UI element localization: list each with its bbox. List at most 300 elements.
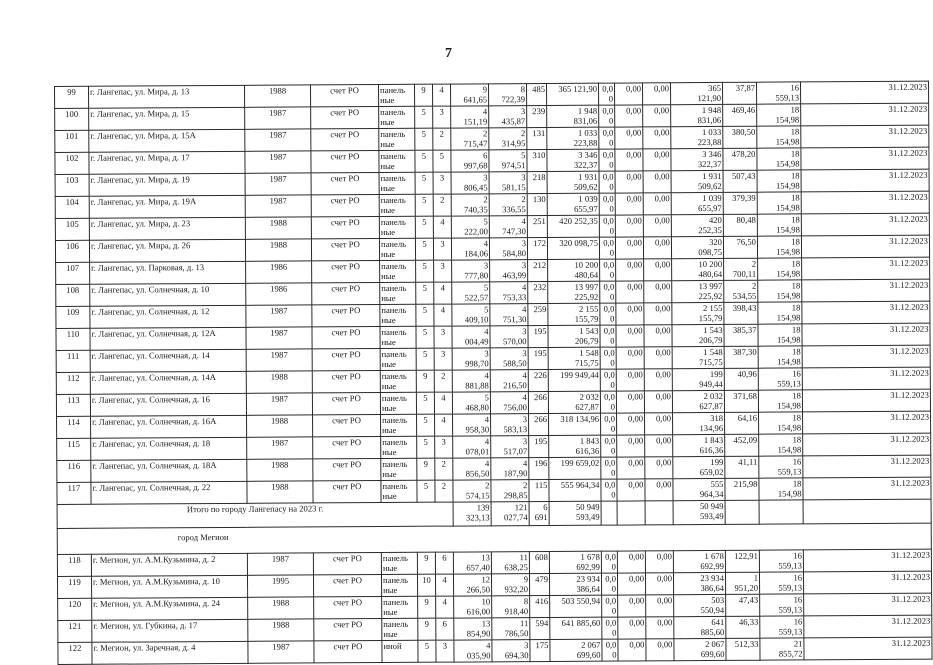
row-wall-material: панель ные — [380, 348, 416, 370]
row-living-area: 3 583,13 — [491, 414, 529, 436]
row-zero-col: 0,0 0 — [600, 391, 616, 413]
row-max-cost: 16 559,13 — [759, 550, 803, 572]
row-cost: 1 033 223,88 — [547, 127, 599, 149]
row-cost-ro: 199 949,44 — [672, 368, 724, 390]
row-year: 1988 — [245, 217, 311, 239]
row-residents: 608 — [529, 551, 549, 573]
row-total-area: 5 222,00 — [451, 216, 489, 238]
row-entrances: 4 — [436, 596, 454, 618]
row-floors: 5 — [415, 128, 433, 150]
row-number: 100 — [55, 108, 89, 130]
row-residents: 196 — [529, 457, 549, 479]
row-date: 31.12.2023 — [801, 191, 929, 214]
row-residents: 195 — [529, 435, 549, 457]
row-floors: 5 — [415, 216, 433, 238]
row-entrances: 3 — [433, 238, 451, 260]
row-cost-a: 0,00 — [615, 127, 643, 149]
row-cost: 503 550,94 — [550, 595, 602, 617]
row-entrances: 2 — [433, 194, 451, 216]
row-address: г. Лангепас, ул. Солнечная, д. 16 — [90, 393, 246, 416]
row-year: 1987 — [245, 173, 311, 195]
row-year: 1986 — [246, 283, 312, 305]
row-wall-material: панель ные — [380, 304, 416, 326]
row-cost-ro: 1 948 831,06 — [671, 104, 723, 126]
row-cost-ro: 2 067 699,60 — [674, 638, 726, 660]
row-cost-b: 0,00 — [643, 149, 671, 171]
row-zero-col: 0,0 0 — [599, 127, 615, 149]
row-wall-material: панель ные — [381, 552, 417, 574]
row-unit-cost: 37,87 — [722, 82, 756, 104]
row-date: 31.12.2023 — [801, 125, 929, 148]
row-cost-b: 0,00 — [645, 435, 673, 457]
row-floors: 5 — [418, 640, 436, 662]
row-unit-cost: 478,20 — [723, 148, 757, 170]
row-cost-a: 0,00 — [616, 369, 644, 391]
table-body-langepas — [55, 81, 932, 504]
row-wall-material: панель ные — [381, 458, 417, 480]
row-unit-cost: 122,91 — [725, 550, 759, 572]
row-unit-cost: 379,39 — [723, 192, 757, 214]
row-cost-ro: 10 200 480,64 — [672, 258, 724, 280]
row-living-area: 3 581,15 — [489, 172, 527, 194]
row-entrances: 2 — [434, 370, 452, 392]
row-max-cost: 18 154,98 — [757, 126, 801, 148]
row-residents: 175 — [530, 639, 550, 661]
row-entrances: 6 — [436, 618, 454, 640]
row-cost: 1 678 692,99 — [549, 551, 601, 573]
row-fund: счет РО — [311, 239, 379, 261]
row-living-area: 3 570,00 — [490, 326, 528, 348]
row-number: 102 — [55, 152, 89, 174]
row-entrances: 4 — [433, 216, 451, 238]
row-fund: счет РО — [313, 481, 381, 503]
row-fund: счет РО — [311, 195, 379, 217]
row-entrances: 6 — [435, 552, 453, 574]
row-fund: счет РО — [313, 575, 381, 597]
row-date: 31.12.2023 — [804, 637, 932, 660]
row-residents: 172 — [527, 237, 547, 259]
row-max-cost: 18 154,98 — [757, 214, 801, 236]
row-wall-material: панель ные — [379, 128, 415, 150]
row-cost-a: 0,00 — [615, 105, 643, 127]
row-floors: 5 — [416, 392, 434, 414]
row-residents: 131 — [527, 127, 547, 149]
row-address: г. Мегион, ул. А.М.Кузьмина, д. 10 — [91, 575, 247, 598]
row-unit-cost: 387,30 — [724, 346, 758, 368]
row-max-cost: 18 154,98 — [759, 412, 803, 434]
row-zero-col: 0,0 0 — [601, 435, 617, 457]
row-number: 109 — [56, 306, 90, 328]
row-cost-ro: 13 997 225,92 — [672, 280, 724, 302]
row-cost-b: 0,00 — [643, 215, 671, 237]
row-year: 1987 — [246, 349, 312, 371]
row-cost-ro: 365 121,90 — [670, 82, 722, 104]
row-residents: 594 — [530, 617, 550, 639]
row-cost-b: 0,00 — [646, 617, 674, 639]
row-fund: счет РО — [313, 459, 381, 481]
row-max-cost: 18 154,98 — [757, 148, 801, 170]
row-floors: 10 — [417, 574, 435, 596]
row-living-area: 11 638,25 — [491, 552, 529, 574]
row-year: 1987 — [246, 327, 312, 349]
row-cost: 555 964,34 — [549, 479, 601, 501]
row-entrances: 4 — [434, 304, 452, 326]
row-address: г. Лангепас, ул. Солнечная, д. 22 — [91, 481, 247, 504]
row-living-area: 2 336,55 — [489, 194, 527, 216]
row-unit-cost: 215,98 — [725, 478, 759, 500]
row-entrances: 3 — [433, 106, 451, 128]
row-total-area: 6 997,68 — [451, 150, 489, 172]
row-fund: счет РО — [311, 129, 379, 151]
row-date: 31.12.2023 — [804, 615, 932, 638]
row-cost-b: 0,00 — [643, 127, 671, 149]
row-wall-material: панель ные — [380, 260, 416, 282]
row-living-area: 3 517,07 — [491, 436, 529, 458]
row-year: 1988 — [248, 597, 314, 619]
row-date: 31.12.2023 — [802, 345, 930, 368]
row-cost: 1 543 206,79 — [548, 325, 600, 347]
row-number: 113 — [56, 394, 90, 416]
row-year: 1987 — [245, 107, 311, 129]
row-unit-cost: 41,11 — [725, 456, 759, 478]
row-unit-cost: 47,43 — [726, 594, 760, 616]
total-residents: 6 691 — [529, 501, 549, 525]
row-living-area: 4 753,33 — [490, 282, 528, 304]
row-fund: счет РО — [312, 261, 380, 283]
row-entrances: 2 — [433, 128, 451, 150]
row-number: 106 — [55, 240, 89, 262]
row-date: 31.12.2023 — [804, 593, 932, 616]
row-unit-cost: 371,68 — [724, 390, 758, 412]
row-living-area: 8 722,39 — [488, 84, 526, 106]
row-unit-cost: 398,43 — [724, 302, 758, 324]
row-year: 1995 — [247, 575, 313, 597]
row-wall-material: панель ные — [379, 172, 415, 194]
row-year: 1987 — [246, 393, 312, 415]
row-cost: 320 098,75 — [547, 237, 599, 259]
row-wall-material: панель ные — [380, 282, 416, 304]
row-cost-a: 0,00 — [618, 617, 646, 639]
row-total-area: 10 616,00 — [454, 596, 492, 618]
row-number: 117 — [57, 482, 91, 504]
row-living-area: 4 747,30 — [489, 216, 527, 238]
row-wall-material: панель ные — [380, 370, 416, 392]
row-unit-cost: 76,50 — [723, 236, 757, 258]
row-cost-a: 0,00 — [617, 413, 645, 435]
row-max-cost: 18 154,98 — [758, 390, 802, 412]
row-fund: счет РО — [312, 349, 380, 371]
row-entrances: 3 — [434, 348, 452, 370]
row-residents: 218 — [527, 171, 547, 193]
row-wall-material: панель ные — [380, 392, 416, 414]
row-cost-b: 0,00 — [645, 551, 673, 573]
row-total-area: 5 522,57 — [452, 282, 490, 304]
row-max-cost: 16 559,13 — [759, 572, 803, 594]
row-residents: 195 — [528, 347, 548, 369]
row-address: г. Мегион, ул. Заречная, д. 4 — [92, 641, 248, 664]
row-date: 31.12.2023 — [801, 169, 929, 192]
row-number: 99 — [55, 86, 89, 108]
row-date: 31.12.2023 — [801, 147, 929, 170]
row-cost-ro: 1 678 692,99 — [673, 550, 725, 572]
row-cost-a: 0,00 — [616, 303, 644, 325]
row-date: 31.12.2023 — [803, 477, 931, 500]
row-cost-a: 0,00 — [616, 281, 644, 303]
row-total-area: 2 715,47 — [451, 128, 489, 150]
row-cost-ro: 420 252,35 — [671, 214, 723, 236]
row-fund: счет РО — [313, 415, 381, 437]
row-max-cost: 18 154,98 — [757, 236, 801, 258]
row-living-area: 4 187,90 — [491, 458, 529, 480]
row-wall-material: панель ные — [382, 618, 418, 640]
row-address: г. Лангепас, ул. Солнечная, д. 12 — [90, 305, 246, 328]
row-cost-a: 0,00 — [617, 479, 645, 501]
row-cost-a: 0,00 — [617, 551, 645, 573]
row-cost-b: 0,00 — [642, 83, 670, 105]
row-cost-ro: 1 033 223,88 — [671, 126, 723, 148]
row-year: 1988 — [247, 459, 313, 481]
row-zero-col: 0,0 0 — [599, 171, 615, 193]
row-zero-col: 0,0 0 — [602, 617, 618, 639]
row-floors: 5 — [416, 260, 434, 282]
row-total-area: 4 881,88 — [452, 370, 490, 392]
row-entrances: 4 — [434, 282, 452, 304]
row-fund: счет РО — [311, 173, 379, 195]
row-cost-b: 0,00 — [646, 639, 674, 661]
table-body-megion — [57, 549, 932, 664]
row-zero-col: 0,0 0 — [600, 281, 616, 303]
row-wall-material: панель ные — [379, 106, 415, 128]
row-cost-ro: 318 134,96 — [673, 412, 725, 434]
housing-table-frame — [54, 81, 931, 661]
row-wall-material: панель ные — [382, 596, 418, 618]
row-year: 1987 — [246, 305, 312, 327]
row-floors: 5 — [415, 150, 433, 172]
row-residents: 226 — [528, 369, 548, 391]
table-row — [58, 637, 932, 664]
row-cost-ro: 1 548 715,75 — [672, 346, 724, 368]
row-floors: 9 — [418, 618, 436, 640]
row-cost: 2 155 155,79 — [548, 303, 600, 325]
row-year: 1988 — [244, 85, 310, 107]
row-cost-a: 0,00 — [617, 435, 645, 457]
row-date: 31.12.2023 — [803, 549, 931, 572]
row-entrances: 3 — [434, 326, 452, 348]
total-label: Итого по городу Лангепасу на 2023 г. — [57, 502, 453, 528]
row-number: 122 — [58, 642, 92, 664]
row-unit-cost: 40,96 — [724, 368, 758, 390]
row-wall-material: панель ные — [379, 216, 415, 238]
row-zero-col: 0,0 0 — [599, 149, 615, 171]
row-max-cost: 18 154,98 — [759, 478, 803, 500]
row-year: 1987 — [245, 151, 311, 173]
row-address: г. Лангепас, ул. Солнечная, д. 16А — [91, 415, 247, 438]
row-max-cost: 18 154,98 — [758, 258, 802, 280]
row-cost: 199 659,02 — [549, 457, 601, 479]
row-cost-b: 0,00 — [644, 325, 672, 347]
row-address: г. Мегион, ул. Губкина, д. 17 — [92, 619, 248, 642]
row-total-area: 2 574,15 — [453, 480, 491, 502]
row-cost-b: 0,00 — [643, 237, 671, 259]
row-floors: 5 — [416, 326, 434, 348]
row-address: г. Лангепас, ул. Солнечная, д. 14 — [90, 349, 246, 372]
row-living-area: 4 751,30 — [490, 304, 528, 326]
row-living-area: 2 314,95 — [489, 128, 527, 150]
row-residents: 195 — [528, 325, 548, 347]
row-address: г. Лангепас, ул. Солнечная, д. 14А — [90, 371, 246, 394]
row-cost-ro: 23 934 386,64 — [673, 572, 725, 594]
row-wall-material: панель ные — [381, 414, 417, 436]
row-total-area: 4 184,06 — [451, 238, 489, 260]
row-year: 1987 — [248, 641, 314, 663]
row-cost-a: 0,00 — [614, 83, 642, 105]
row-living-area: 2 298,85 — [491, 480, 529, 502]
row-cost-a: 0,00 — [618, 639, 646, 661]
row-date: 31.12.2023 — [803, 455, 931, 478]
row-cost-a: 0,00 — [615, 171, 643, 193]
row-unit-cost: 64,16 — [725, 412, 759, 434]
row-zero-col: 0,0 0 — [600, 347, 616, 369]
row-fund: счет РО — [311, 107, 379, 129]
row-cost-ro: 2 155 155,79 — [672, 302, 724, 324]
row-year: 1988 — [247, 415, 313, 437]
row-date: 31.12.2023 — [802, 257, 930, 280]
row-cost-ro: 2 032 627,87 — [672, 390, 724, 412]
row-residents: 115 — [529, 479, 549, 501]
row-total-area: 4 958,30 — [453, 414, 491, 436]
row-fund: счет РО — [313, 553, 381, 575]
table-total-section — [57, 499, 931, 554]
row-cost-ro: 1 843 616,36 — [673, 434, 725, 456]
row-unit-cost: 385,37 — [724, 324, 758, 346]
row-zero-col: 0,0 0 — [600, 369, 616, 391]
row-cost: 1 039 655,97 — [547, 193, 599, 215]
row-year: 1988 — [248, 619, 314, 641]
row-address: г. Мегион, ул. А.М.Кузьмина, д. 2 — [91, 553, 247, 576]
row-total-area: 4 151,19 — [451, 106, 489, 128]
row-wall-material: панель ные — [381, 436, 417, 458]
row-year: 1987 — [247, 553, 313, 575]
row-year: 1987 — [247, 437, 313, 459]
row-wall-material: панель ные — [379, 150, 415, 172]
row-cost-ro: 1 931 509,62 — [671, 170, 723, 192]
row-number: 121 — [58, 620, 92, 642]
row-fund: счет РО — [314, 641, 382, 663]
row-date: 31.12.2023 — [803, 433, 931, 456]
row-wall-material: иной — [382, 640, 418, 662]
row-address: г. Лангепас, ул. Солнечная, д. 18А — [91, 459, 247, 482]
row-number: 114 — [57, 416, 91, 438]
row-floors: 9 — [417, 552, 435, 574]
row-year: 1987 — [245, 129, 311, 151]
row-cost-a: 0,00 — [616, 259, 644, 281]
row-residents: 266 — [529, 413, 549, 435]
row-wall-material: панель ные — [378, 84, 414, 106]
row-entrances: 5 — [433, 150, 451, 172]
row-address: г. Лангепас, ул. Мира, д. 15А — [89, 129, 245, 152]
row-entrances: 4 — [432, 84, 450, 106]
row-total-area: 4 078,01 — [453, 436, 491, 458]
row-cost-ro: 1 543 206,79 — [672, 324, 724, 346]
row-cost-a: 0,00 — [615, 193, 643, 215]
row-number: 101 — [55, 130, 89, 152]
row-number: 112 — [56, 372, 90, 394]
page-number: 7 — [445, 46, 452, 61]
row-fund: счет РО — [312, 393, 380, 415]
row-residents: 266 — [528, 391, 548, 413]
row-living-area: 11 786,50 — [492, 618, 530, 640]
row-total-area: 3 777,80 — [452, 260, 490, 282]
row-cost: 23 934 386,64 — [549, 573, 601, 595]
total-cost: 50 949 593,49 — [549, 501, 601, 525]
row-entrances: 3 — [435, 436, 453, 458]
row-date: 31.12.2023 — [801, 103, 929, 126]
row-floors: 9 — [414, 84, 432, 106]
row-max-cost: 16 559,13 — [758, 368, 802, 390]
row-floors: 5 — [416, 348, 434, 370]
row-residents: 239 — [527, 105, 547, 127]
row-cost-a: 0,00 — [617, 457, 645, 479]
row-zero-col: 0,0 0 — [601, 457, 617, 479]
row-zero-col: 0,0 0 — [601, 551, 617, 573]
row-floors: 5 — [415, 172, 433, 194]
row-cost-ro: 320 098,75 — [671, 236, 723, 258]
row-number: 115 — [57, 438, 91, 460]
row-entrances: 4 — [435, 414, 453, 436]
row-unit-cost: 507,43 — [723, 170, 757, 192]
row-zero-col: 0,0 0 — [598, 83, 614, 105]
row-address: г. Мегион, ул. А.М.Кузьмина, д. 24 — [92, 597, 248, 620]
row-year: 1988 — [246, 371, 312, 393]
row-cost: 1 948 831,06 — [547, 105, 599, 127]
row-cost-ro: 1 039 655,97 — [671, 192, 723, 214]
row-living-area: 3 588,50 — [490, 348, 528, 370]
row-fund: счет РО — [314, 597, 382, 619]
row-unit-cost: 2 700,11 — [724, 258, 758, 280]
row-number: 111 — [56, 350, 90, 372]
row-total-area: 3 998,70 — [452, 348, 490, 370]
row-entrances: 2 — [435, 458, 453, 480]
row-fund: счет РО — [312, 305, 380, 327]
row-address: г. Лангепас, ул. Мира, д. 19 — [89, 173, 245, 196]
row-cost-b: 0,00 — [643, 171, 671, 193]
row-cost: 199 949,44 — [548, 369, 600, 391]
row-cost: 1 931 509,62 — [547, 171, 599, 193]
row-floors: 5 — [415, 106, 433, 128]
row-total-area: 9 641,65 — [450, 84, 488, 106]
row-number: 104 — [55, 196, 89, 218]
row-address: г. Лангепас, ул. Мира, д. 23 — [89, 217, 245, 240]
row-cost: 641 885,60 — [550, 617, 602, 639]
row-cost-a: 0,00 — [617, 573, 645, 595]
row-cost: 10 200 480,64 — [548, 259, 600, 281]
row-zero-col: 0,0 0 — [600, 259, 616, 281]
row-floors: 9 — [418, 596, 436, 618]
row-unit-cost: 2 534,55 — [724, 280, 758, 302]
total-cost-ro: 50 949 593,49 — [673, 500, 725, 524]
row-total-area: 4 035,90 — [454, 640, 492, 662]
row-cost-b: 0,00 — [644, 259, 672, 281]
row-wall-material: панель ные — [381, 480, 417, 502]
total-living-area: 121 027,74 — [491, 502, 529, 526]
row-max-cost: 18 154,98 — [758, 324, 802, 346]
row-zero-col: 0,0 0 — [600, 303, 616, 325]
row-cost-b: 0,00 — [643, 193, 671, 215]
row-max-cost: 18 154,98 — [758, 346, 802, 368]
row-residents: 479 — [529, 573, 549, 595]
row-residents: 416 — [530, 595, 550, 617]
row-cost: 1 843 616,36 — [549, 435, 601, 457]
